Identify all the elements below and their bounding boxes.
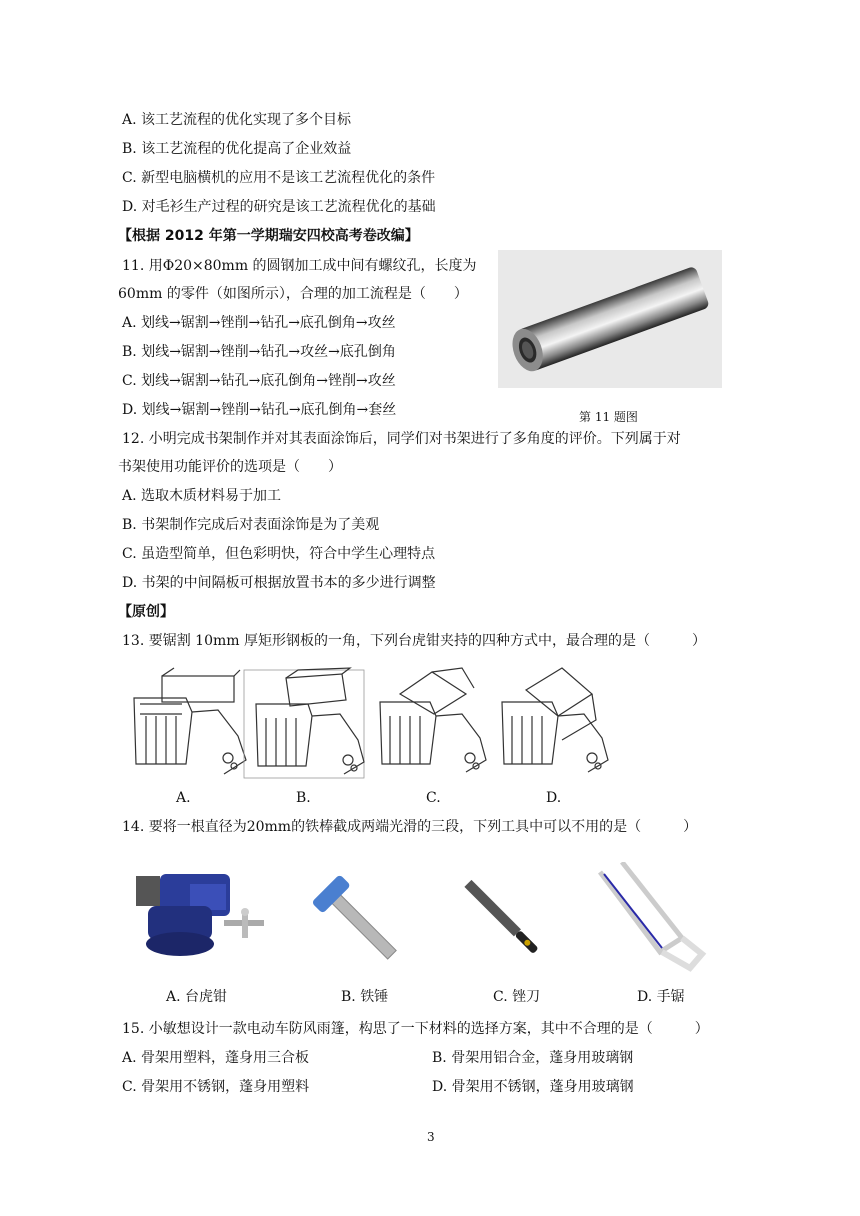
q11-option-c: C. 划线→锯割→钻孔→底孔倒角→锉削→攻丝 [122,373,396,389]
q11-figure-part [498,250,722,388]
q14-label-b: B. 铁锤 [341,989,389,1005]
q13-vise-figures [126,664,616,784]
q12-stem-line1: 12. 小明完成书架制作并对其表面涂饰后，同学们对书架进行了多角度的评价。下列属于对 [122,431,681,447]
q11-stem-line1: 11. 用Φ20×80mm 的圆钢加工成中间有螺纹孔，长度为 [122,258,477,274]
q11-option-b: B. 划线→锯割→锉削→钻孔→攻丝→底孔倒角 [122,344,396,360]
vise-sketch-c [380,668,486,772]
q15-option-a: A. 骨架用塑料，蓬身用三合板 [122,1050,310,1066]
q10-option-c: C. 新型电脑横机的应用不是该工艺流程优化的条件 [122,170,436,186]
bench-vise-image [130,866,280,970]
q11-option-d: D. 划线→锯割→锉削→钻孔→底孔倒角→套丝 [122,402,397,418]
q10-option-d: D. 对毛衫生产过程的研究是该工艺流程优化的基础 [122,199,436,215]
q11-figure-caption: 第 11 题图 [579,410,638,424]
q13-label-a: A. [176,790,191,806]
q14-stem: 14. 要将一根直径为20mm的铁棒截成两端光滑的三段，下列工具中可以不用的是（ ） [122,819,698,835]
file-image [452,866,556,970]
q12-option-b: B. 书架制作完成后对表面涂饰是为了美观 [122,517,380,533]
source-note-2: 【原创】 [118,604,174,620]
q12-option-c: C. 虽造型简单，但色彩明快，符合中学生心理特点 [122,546,436,562]
q11-option-a: A. 划线→锯割→锉削→钻孔→底孔倒角→攻丝 [122,315,396,331]
q14-label-c: C. 锉刀 [493,989,541,1005]
q10-option-b: B. 该工艺流程的优化提高了企业效益 [122,141,352,157]
q14-label-d: D. 手锯 [637,989,685,1005]
vise-sketch-b [256,668,364,774]
q15-option-b: B. 骨架用铝合金，蓬身用玻璃钢 [432,1050,634,1066]
vise-sketch-a [134,668,246,774]
hammer-image [306,866,410,970]
q13-label-c: C. [426,790,441,806]
source-note-1: 【根据 2012 年第一学期瑞安四校高考卷改编】 [118,228,419,244]
q13-label-b: B. [296,790,311,806]
hacksaw-image [590,862,710,972]
q12-option-a: A. 选取木质材料易于加工 [122,488,282,504]
q14-label-a: A. 台虎钳 [166,989,228,1005]
page-number: 3 [427,1130,435,1144]
q11-stem-line2: 60mm 的零件（如图所示），合理的加工流程是（ ） [118,286,468,302]
q13-stem: 13. 要锯割 10mm 厚矩形钢板的一角，下列台虎钳夹持的四种方式中，最合理的是（ ） [122,633,706,649]
vise-sketch-d [502,668,608,772]
q15-option-c: C. 骨架用不锈钢，蓬身用塑料 [122,1079,310,1095]
q13-label-d: D. [546,790,562,806]
q12-stem-line2: 书架使用功能评价的选项是（ ） [118,459,342,475]
q15-option-d: D. 骨架用不锈钢，蓬身用玻璃钢 [432,1079,634,1095]
q15-stem: 15. 小敏想设计一款电动车防风雨篷，构思了一下材料的选择方案，其中不合理的是（ ） [122,1021,709,1037]
q12-option-d: D. 书架的中间隔板可根据放置书本的多少进行调整 [122,575,436,591]
q10-option-a: A. 该工艺流程的优化实现了多个目标 [122,112,352,128]
